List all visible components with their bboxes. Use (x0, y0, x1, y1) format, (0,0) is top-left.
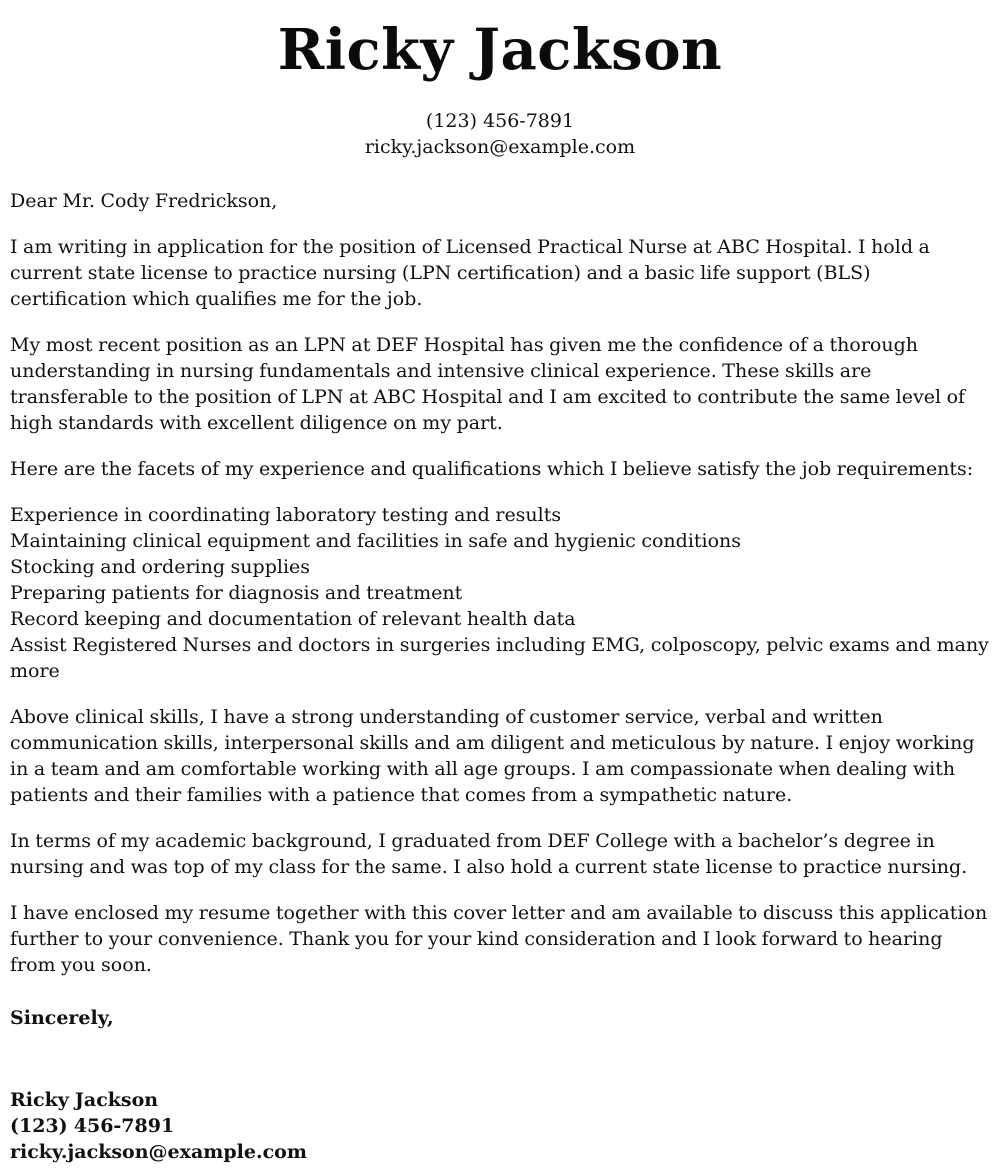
requirements-list (10, 502, 990, 684)
header-email: ricky.jackson@example.com (364, 136, 636, 158)
salutation: Dear Mr. Cody Fredrickson, (10, 190, 278, 212)
sign-off: Sincerely, (10, 1007, 114, 1029)
header-contact-block (10, 108, 990, 160)
closing-paragraph: I have enclosed my resume together with this cover letter and am available to discuss this application further to your convenience. Thank you for your kind consideration and I look forward to hearing from you soon. (10, 902, 988, 976)
signature-block (10, 1087, 990, 1165)
signature-email: ricky.jackson@example.com (10, 1141, 307, 1163)
applicant-name-heading: Ricky Jackson (277, 17, 723, 83)
list-item: Assist Registered Nurses and doctors in surgeries including EMG, colposcopy, pelvic exams and many more (10, 634, 989, 682)
list-item: Preparing patients for diagnosis and treatment (10, 582, 463, 604)
experience-paragraph: My most recent position as an LPN at DEF Hospital has given me the confidence of a thorough understanding in nursing fundamentals and intensive clinical experience. These skills are transferable to the position of LPN at ABC Hospital and I am excited to contribute the same level of high standards with excellent diligence on my part. (10, 334, 966, 434)
signature-phone: (123) 456-7891 (10, 1115, 175, 1137)
requirements-intro-paragraph: Here are the facets of my experience and qualifications which I believe satisfy the job requirements: (10, 458, 974, 480)
skills-paragraph: Above clinical skills, I have a strong understanding of customer service, verbal and written communication skills, interpersonal skills and am diligent and meticulous by nature. I enjoy working in a team and am comfortable working with all age groups. I am compassionate when dealing with patients and their families with a patience that comes from a sympathetic nature. (10, 706, 975, 806)
list-item: Record keeping and documentation of relevant health data (10, 608, 576, 630)
header-phone: (123) 456-7891 (425, 110, 575, 132)
intro-paragraph: I am writing in application for the position of Licensed Practical Nurse at ABC Hospital. I hold a current state license to practice nursing (LPN certification) and a basic life support (BLS) certification which qualifies me for the job. (10, 236, 930, 310)
education-paragraph: In terms of my academic background, I graduated from DEF College with a bachelor’s degree in nursing and was top of my class for the same. I also hold a current state license to practice nursing. (10, 830, 968, 878)
list-item: Stocking and ordering supplies (10, 556, 311, 578)
signature-name: Ricky Jackson (10, 1089, 159, 1111)
list-item: Experience in coordinating laboratory testing and results (10, 504, 562, 526)
list-item: Maintaining clinical equipment and facilities in safe and hygienic conditions (10, 530, 742, 552)
letter-body (10, 188, 990, 1165)
